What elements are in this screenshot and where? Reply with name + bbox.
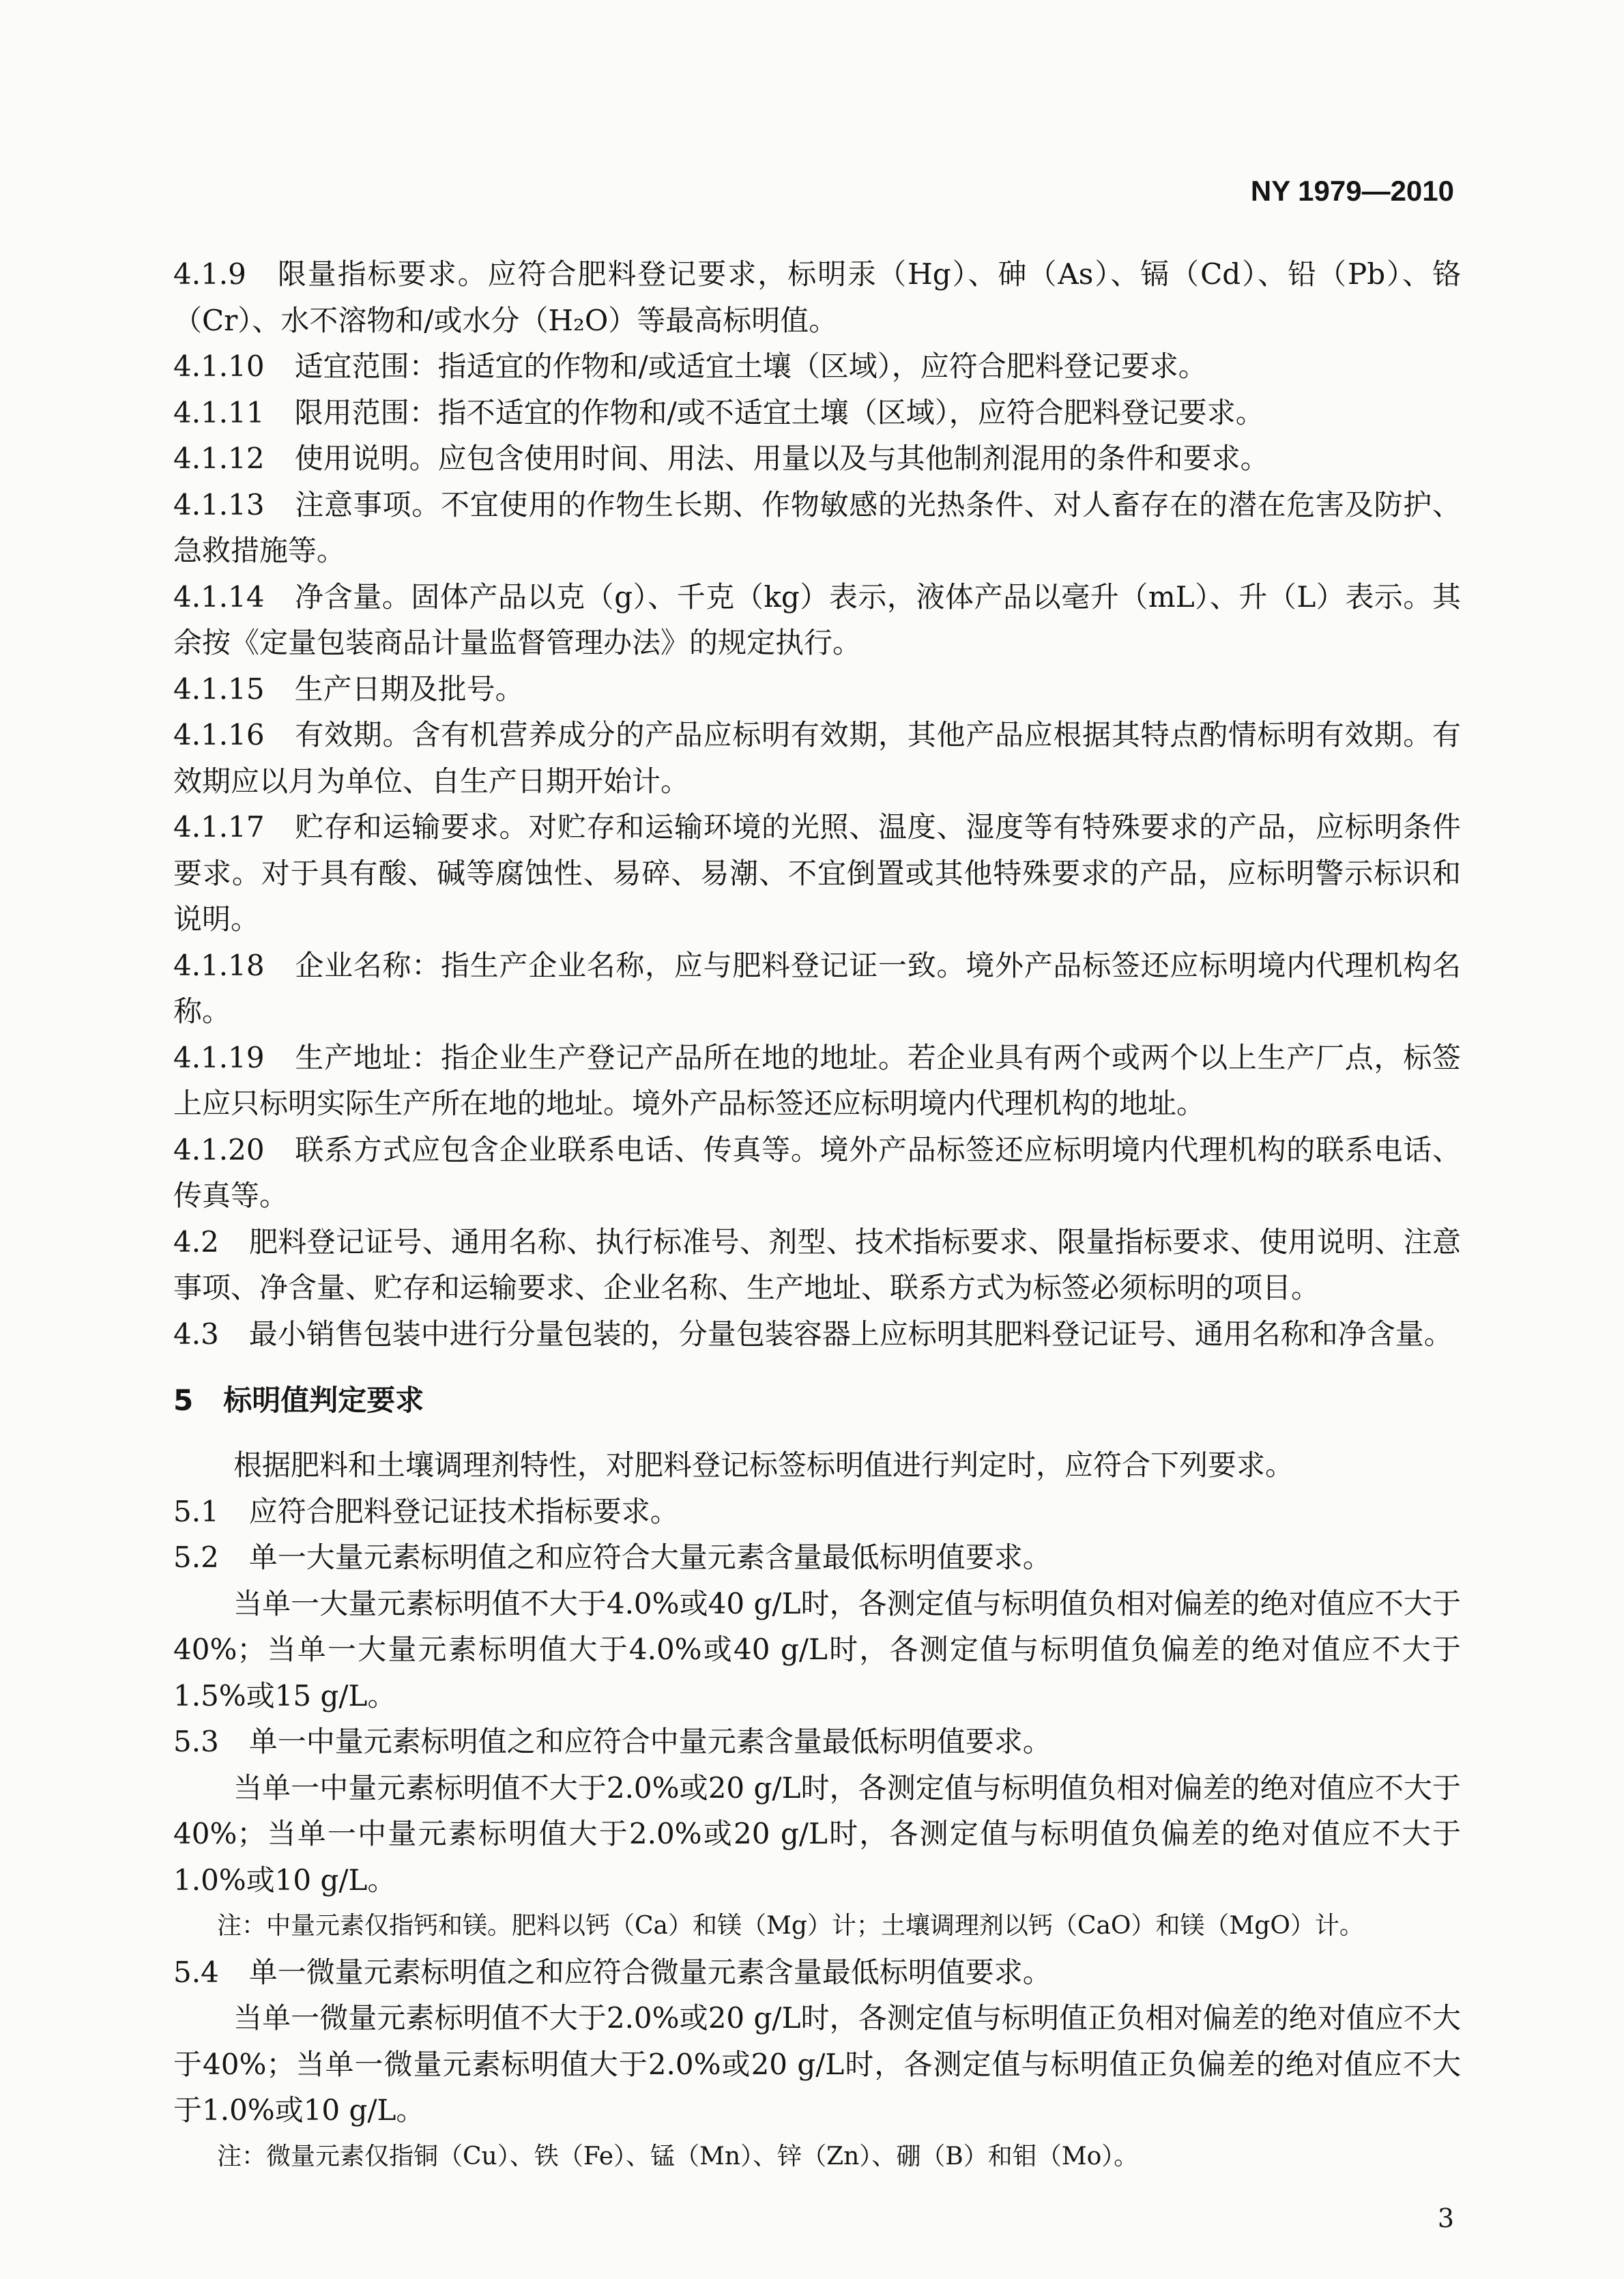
clause-number: 4.1.14: [173, 579, 265, 614]
clause-number: 4.2: [173, 1224, 219, 1259]
clause-number: 5.3: [173, 1725, 219, 1758]
section-5-intro: 根据肥料和土壤调理剂特性，对肥料登记标签标明值进行判定时，应符合下列要求。: [233, 1448, 1294, 1482]
section-number: 5: [173, 1383, 194, 1417]
clause-5-3: [173, 1719, 1461, 1765]
clause-text: 企业名称：指生产企业名称，应与肥料登记证一致。境外产品标签还应标明境内代理机构名称。: [173, 948, 1461, 1028]
clause-text: 单一中量元素标明值之和应符合中量元素含量最低标明值要求。: [248, 1725, 1052, 1758]
clause-4-1-15: [173, 666, 1461, 713]
clause-number: 4.1.16: [173, 718, 265, 751]
clause-number: 4.1.20: [173, 1132, 265, 1166]
clause-text: 生产日期及批号。: [294, 672, 524, 706]
clause-4-1-18: [173, 943, 1461, 1035]
clause-text: 最小销售包装中进行分量包装的，分量包装容器上应标明其肥料登记证号、通用名称和净含量。: [248, 1317, 1453, 1351]
clause-text: 净含量。固体产品以克（g）、千克（kg）表示，液体产品以毫升（mL）、升（L）表示。其余按《定量包装商品计量监督管理办法》的规定执行。: [173, 579, 1461, 659]
clause-number: 4.3: [173, 1317, 219, 1351]
clause-5-2: [173, 1534, 1461, 1581]
clause-text: 限用范围：指不适宜的作物和/或不适宜土壤（区域），应符合肥料登记要求。: [294, 395, 1264, 429]
clause-text: 单一微量元素标明值之和应符合微量元素含量最低标明值要求。: [248, 1955, 1052, 1989]
clause-5-2-body: 当单一大量元素标明值不大于4.0%或40 g/L时，各测定值与标明值负相对偏差的绝对值应不大于40%；当单一大量元素标明值大于4.0%或40 g/L时，各测定值与标明值负偏差的绝对值应不大于1.5%或15 g/L。: [173, 1586, 1461, 1712]
clause-number: 4.1.18: [173, 948, 265, 982]
clause-4-3: [173, 1311, 1461, 1358]
section-title: 标明值判定要求: [223, 1383, 424, 1417]
clause-number: 4.1.15: [173, 672, 265, 706]
clause-text: 单一大量元素标明值之和应符合大量元素含量最低标明值要求。: [248, 1540, 1052, 1574]
clause-4-1-10: [173, 343, 1461, 390]
clause-text: 有效期。含有机营养成分的产品应标明有效期，其他产品应根据其特点酌情标明有效期。有效期应以月为单位、自生产日期开始计。: [173, 718, 1461, 798]
clause-text: 限量指标要求。应符合肥料登记要求，标明汞（Hg）、砷（As）、镉（Cd）、铅（Pb）、铬（Cr）、水不溶物和/或水分（H₂O）等最高标明值。: [173, 257, 1461, 337]
clause-4-1-17: [173, 804, 1461, 943]
clause-number: 4.1.11: [173, 395, 265, 429]
clause-5-3-body: 当单一中量元素标明值不大于2.0%或20 g/L时，各测定值与标明值负相对偏差的绝对值应不大于40%；当单一中量元素标明值大于2.0%或20 g/L时，各测定值与标明值负偏差的绝对值应不大于1.0%或10 g/L。: [173, 1771, 1461, 1897]
clause-4-1-19: [173, 1035, 1461, 1127]
clause-text: 适宜范围：指适宜的作物和/或适宜土壤（区域），应符合肥料登记要求。: [294, 349, 1207, 383]
clause-number: 4.1.19: [173, 1040, 265, 1074]
clause-number: 4.1.12: [173, 442, 265, 475]
standard-number-header: NY 1979—2010: [1250, 175, 1454, 207]
clause-text: 肥料登记证号、通用名称、执行标准号、剂型、技术指标要求、限量指标要求、使用说明、注意事项、净含量、贮存和运输要求、企业名称、生产地址、联系方式为标签必须标明的项目。: [173, 1224, 1461, 1304]
clause-5-4-note: 注：微量元素仅指铜（Cu）、铁（Fe）、锰（Mn）、锌（Zn）、硼（B）和钼（Mo）。: [217, 2142, 1139, 2170]
clause-5-3-note: 注：中量元素仅指钙和镁。肥料以钙（Ca）和镁（Mg）计；土壤调理剂以钙（CaO）和镁（MgO）计。: [217, 1912, 1364, 1940]
clause-4-2: [173, 1219, 1461, 1311]
clause-4-1-13: [173, 482, 1461, 574]
clause-4-1-11: [173, 390, 1461, 436]
clause-4-1-14: [173, 574, 1461, 666]
clause-text: 应符合肥料登记证技术指标要求。: [248, 1494, 679, 1528]
page-body: [173, 251, 1461, 2179]
clause-5-4-body: 当单一微量元素标明值不大于2.0%或20 g/L时，各测定值与标明值正负相对偏差的绝对值应不大于40%；当单一微量元素标明值大于2.0%或20 g/L时，各测定值与标明值正负偏差的绝对值应不大于1.0%或10 g/L。: [173, 2001, 1461, 2127]
clause-4-1-16: [173, 712, 1461, 804]
clause-5-4: [173, 1949, 1461, 1996]
clause-5-1: [173, 1489, 1461, 1535]
clause-text: 生产地址：指企业生产登记产品所在地的地址。若企业具有两个或两个以上生产厂点，标签上应只标明实际生产所在地的地址。境外产品标签还应标明境内代理机构的地址。: [173, 1040, 1461, 1120]
clause-4-1-12: [173, 435, 1461, 482]
page-number: 3: [1437, 2203, 1454, 2233]
clause-number: 4.1.13: [173, 487, 265, 521]
section-5-heading: [173, 1377, 1461, 1424]
clause-number: 5.4: [173, 1955, 219, 1989]
clause-text: 使用说明。应包含使用时间、用法、用量以及与其他制剂混用的条件和要求。: [294, 442, 1269, 475]
clause-number: 4.1.10: [173, 349, 265, 383]
clause-number: 5.1: [173, 1494, 219, 1528]
clause-text: 贮存和运输要求。对贮存和运输环境的光照、温度、湿度等有特殊要求的产品，应标明条件要求。对于具有酸、碱等腐蚀性、易碎、易潮、不宜倒置或其他特殊要求的产品，应标明警示标识和说明。: [173, 810, 1461, 936]
clause-text: 联系方式应包含企业联系电话、传真等。境外产品标签还应标明境内代理机构的联系电话、传真等。: [173, 1132, 1461, 1212]
clause-4-1-20: [173, 1127, 1461, 1219]
clause-4-1-9: [173, 251, 1461, 343]
clause-number: 5.2: [173, 1540, 219, 1574]
clause-number: 4.1.9: [173, 257, 246, 291]
clause-number: 4.1.17: [173, 810, 265, 844]
clause-text: 注意事项。不宜使用的作物生长期、作物敏感的光热条件、对人畜存在的潜在危害及防护、急救措施等。: [173, 487, 1461, 567]
